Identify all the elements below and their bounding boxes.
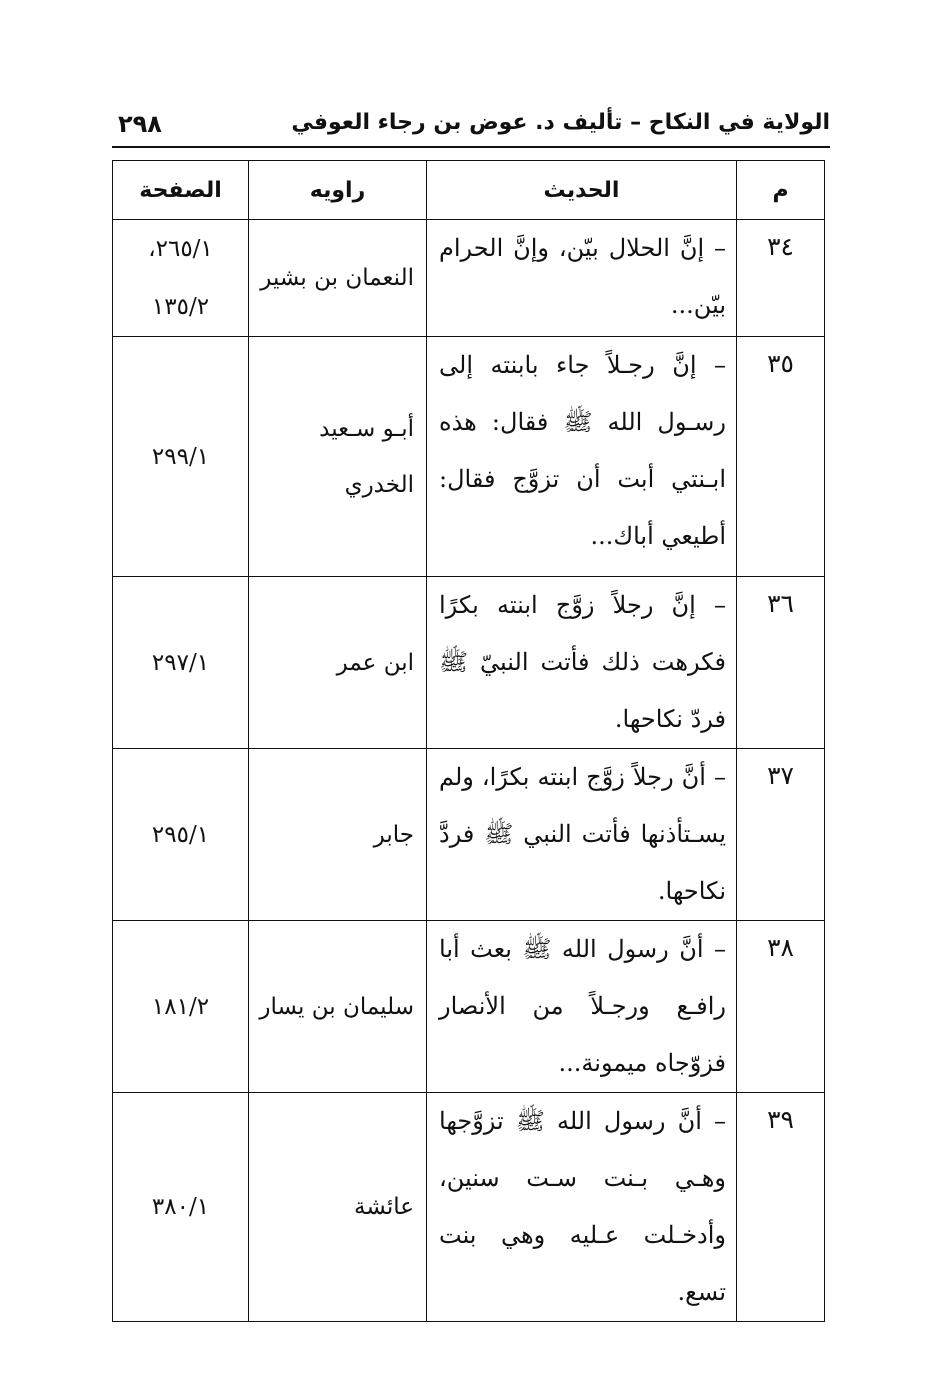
hadith-text: – أنَّ رسول الله ﷺ بعث أبا رافـع ورجـلاً من الأنصار فزوّجاه ميمونة... (427, 921, 737, 1093)
page-reference: ٢٦٥/١، ١٣٥/٢ (113, 220, 249, 337)
column-header-narrator: راويه (249, 161, 427, 220)
column-header-page: الصفحة (113, 161, 249, 220)
row-number: ٣٧ (737, 749, 825, 921)
page-reference: ١٨١/٢ (113, 921, 249, 1093)
page-reference: ٢٩٩/١ (113, 337, 249, 577)
hadith-index-table (112, 160, 825, 1322)
header-divider (112, 146, 830, 148)
table-row (113, 921, 825, 1093)
page-header (112, 108, 830, 142)
narrator-name: أبـو سـعيد الخدري (249, 337, 427, 577)
table-row (113, 749, 825, 921)
row-number: ٣٨ (737, 921, 825, 1093)
narrator-name: عائشة (249, 1093, 427, 1322)
page-reference: ٢٩٧/١ (113, 577, 249, 749)
page-number: ٢٩٨ (118, 110, 162, 138)
hadith-text: – إنَّ رجلاً زوَّج ابنته بكرًا فكرهت ذلك فأتت النبيّ ﷺ فردّ نكاحها. (427, 577, 737, 749)
page-reference: ٣٨٠/١ (113, 1093, 249, 1322)
table-header-row (113, 161, 825, 220)
row-number: ٣٥ (737, 337, 825, 577)
hadith-text: – إنَّ الحلال بيّن، وإنَّ الحرام بيّن... (427, 220, 737, 337)
hadith-text: – أنَّ رسول الله ﷺ تزوَّجها وهـي بـنت سـت سنين، وأدخـلت عـليه وهي بنت تسع. (427, 1093, 737, 1322)
table-row (113, 1093, 825, 1322)
narrator-name: جابر (249, 749, 427, 921)
column-header-number: م (737, 161, 825, 220)
hadith-text: – إنَّ رجـلاً جاء بابنته إلى رسـول الله ﷺ فقال: هذه ابـنتي أبت أن تزوَّج فقال: أطيعي أباك... (427, 337, 737, 577)
row-number: ٣٤ (737, 220, 825, 337)
narrator-name: سليمان بن يسار (249, 921, 427, 1093)
hadith-text: – أنَّ رجلاً زوَّج ابنته بكرًا، ولم يسـتأذنها فأتت النبي ﷺ فردَّ نكاحها. (427, 749, 737, 921)
running-header-title: الولاية في النكاح – تأليف د. عوض بن رجاء العوفي (291, 110, 830, 135)
page-reference: ٢٩٥/١ (113, 749, 249, 921)
row-number: ٣٩ (737, 1093, 825, 1322)
narrator-name: ابن عمر (249, 577, 427, 749)
row-number: ٣٦ (737, 577, 825, 749)
table-row (113, 577, 825, 749)
narrator-name: النعمان بن بشير (249, 220, 427, 337)
table-row (113, 220, 825, 337)
table-row (113, 337, 825, 577)
column-header-hadith: الحديث (427, 161, 737, 220)
